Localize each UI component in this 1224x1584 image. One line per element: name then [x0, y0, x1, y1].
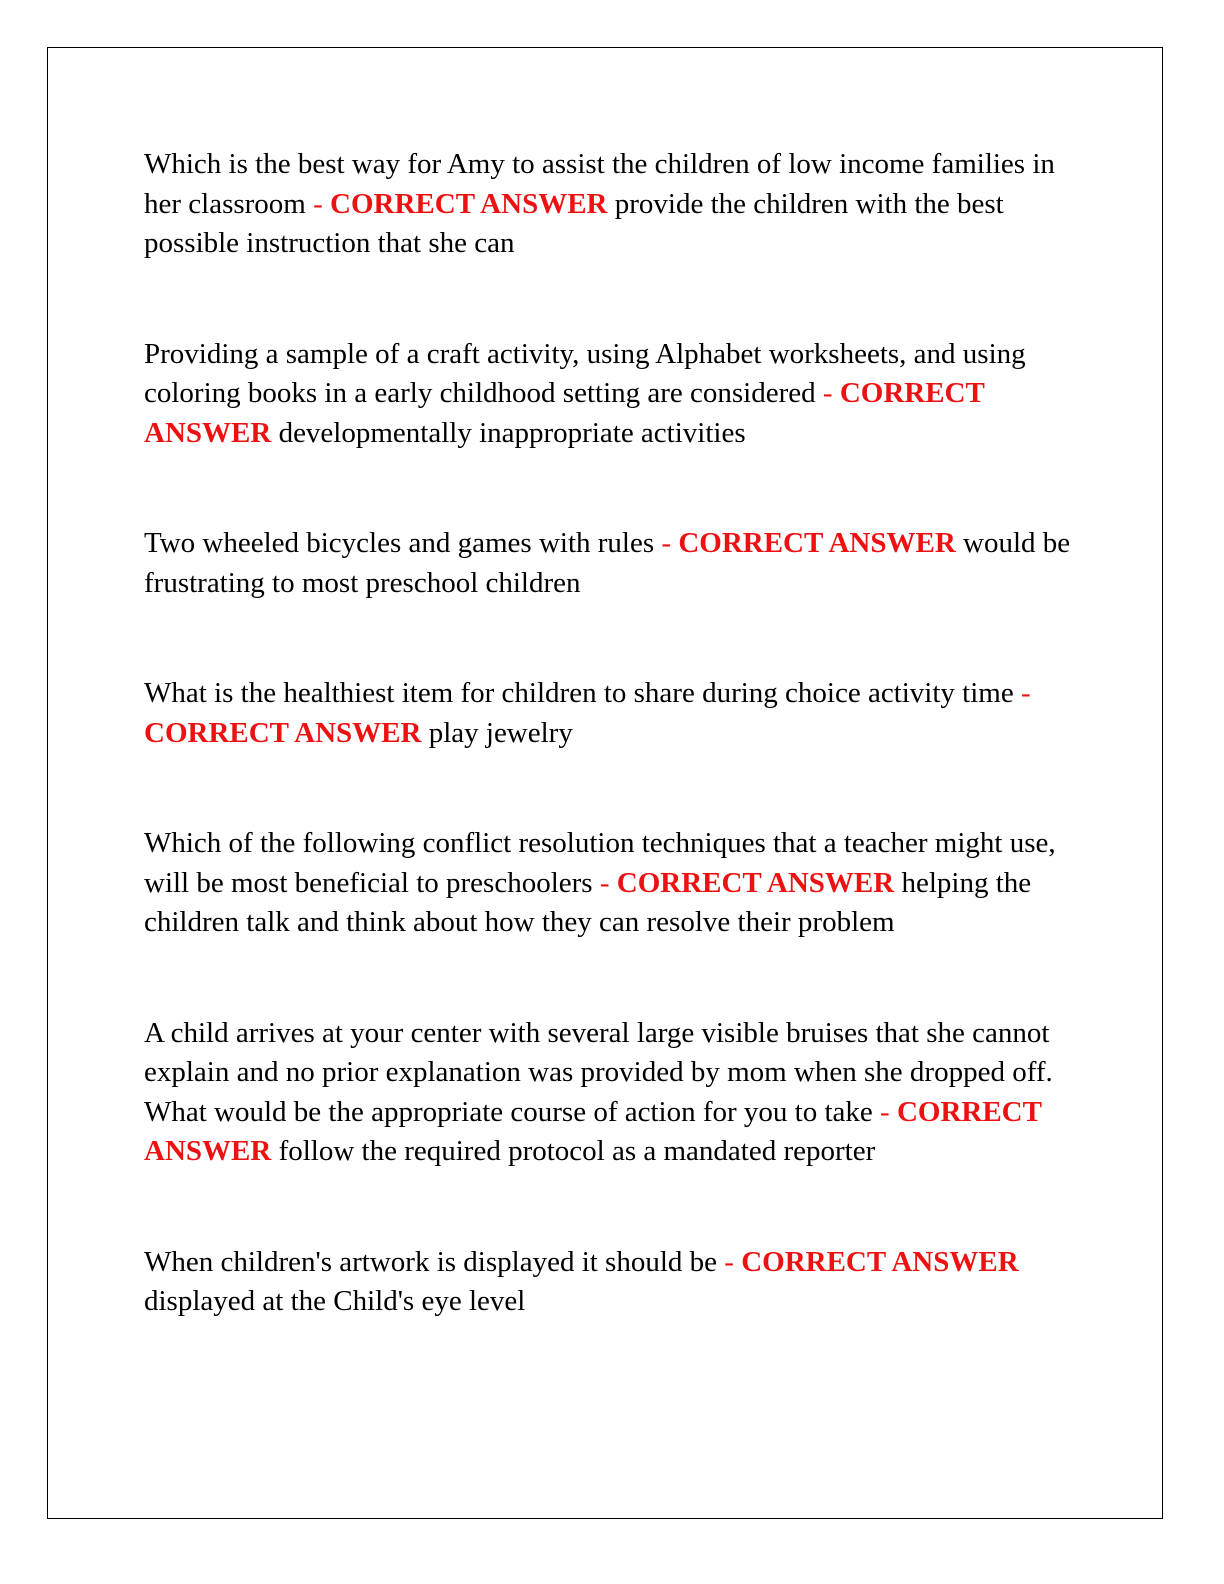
answer-separator: - [717, 1245, 742, 1278]
question-text: When children's artwork is displayed it should be [144, 1245, 718, 1278]
correct-answer-label: CORRECT ANSWER [330, 187, 608, 220]
question-text: Which of the following conflict resolution techniques that a teacher might use, will be most beneficial to preschoolers [144, 827, 1056, 899]
question-text: Two wheeled bicycles and games with rules [144, 527, 655, 559]
answer-separator: - [1013, 677, 1031, 709]
qa-item [144, 145, 1084, 264]
answer-text: play jewelry [428, 716, 573, 749]
qa-list [144, 145, 1084, 1322]
correct-answer-label: CORRECT ANSWER [144, 1095, 1042, 1167]
correct-answer-label: CORRECT ANSWER [144, 716, 422, 749]
answer-text: developmentally inappropriate activities [278, 416, 746, 449]
question-text: Which is the best way for Amy to assist the children of low income families in her classroom [144, 148, 1055, 220]
qa-item [144, 1243, 1084, 1322]
answer-text: displayed at the Child's eye level [144, 1285, 526, 1317]
question-text: A child arrives at your center with several large visible bruises that she cannot explain and no prior explanation was provided by mom when she dropped off. What would be the appropriate course of action for you to take [144, 1016, 1053, 1128]
question-text: What is the healthiest item for children to share during choice activity time [144, 677, 1014, 709]
answer-separator: - [872, 1095, 897, 1128]
qa-item [144, 674, 1084, 753]
page-frame [47, 47, 1163, 1519]
qa-item [144, 524, 1084, 603]
answer-text: would be frustrating to most preschool children [144, 527, 1071, 599]
answer-separator: - [592, 866, 617, 899]
correct-answer-label: CORRECT ANSWER [678, 527, 956, 559]
correct-answer-label: CORRECT ANSWER [144, 377, 985, 449]
qa-item [144, 1014, 1084, 1172]
answer-text: helping the children talk and think about how they can resolve their problem [144, 866, 1032, 938]
answer-text: follow the required protocol as a mandated reporter [278, 1135, 876, 1167]
qa-item [144, 335, 1084, 454]
correct-answer-label: CORRECT ANSWER [741, 1245, 1019, 1278]
answer-separator: - [305, 187, 331, 220]
answer-text: provide the children with the best possible instruction that she can [144, 187, 1004, 259]
answer-separator: - [815, 377, 840, 409]
question-text: Providing a sample of a craft activity, using Alphabet worksheets, and using coloring books in a early childhood setting are considered [144, 337, 1026, 409]
qa-item [144, 824, 1084, 943]
correct-answer-label: CORRECT ANSWER [616, 866, 895, 899]
answer-separator: - [654, 527, 679, 559]
